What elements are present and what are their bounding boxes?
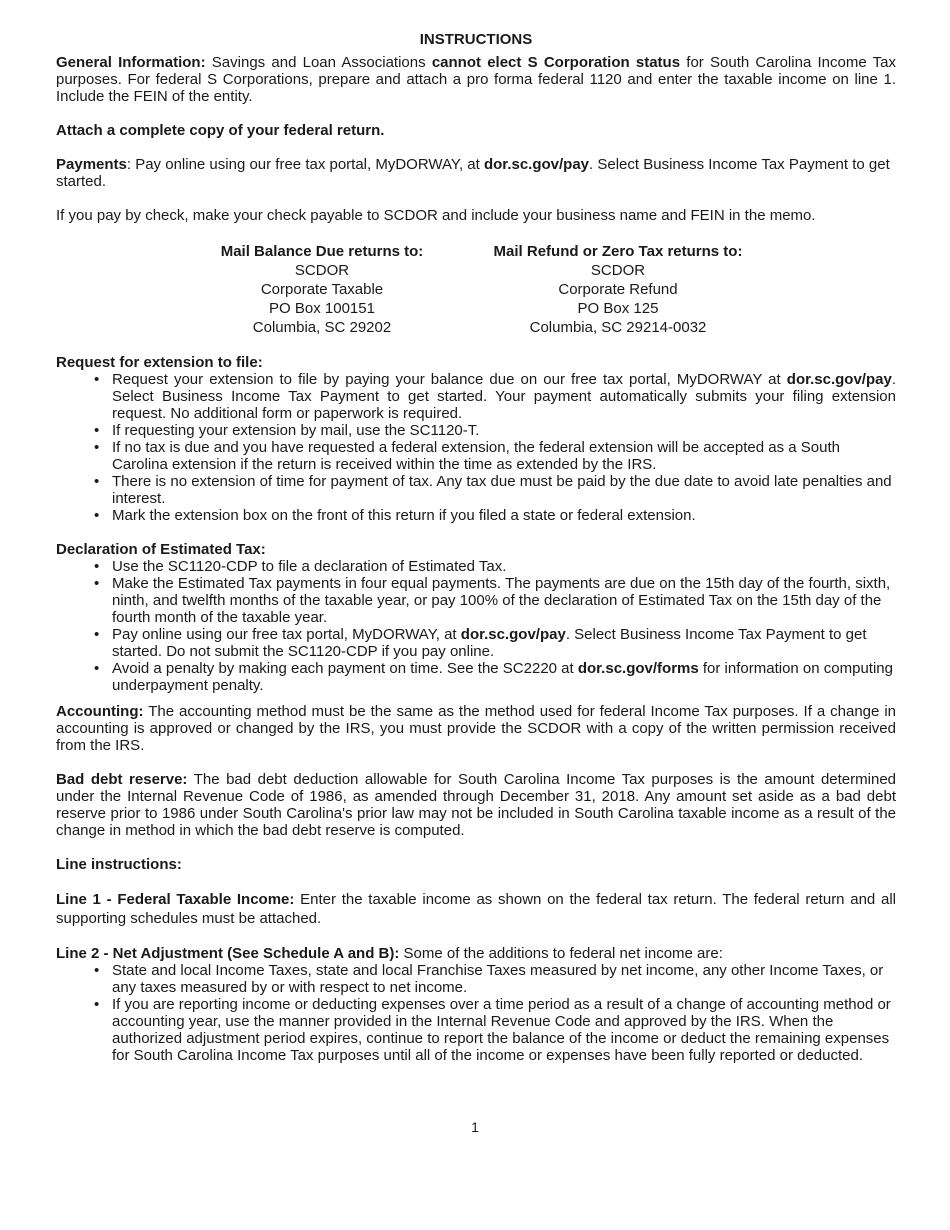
refund-heading: Mail Refund or Zero Tax returns to: xyxy=(493,243,743,260)
general-information xyxy=(56,54,896,105)
list-item: • State and local Income Taxes, state and local Franchise Taxes measured by net income, any other Income Taxes, or any taxes measured by or with respect to net income. xyxy=(112,962,896,996)
attach-return-text: Attach a complete copy of your federal return. xyxy=(56,122,385,139)
check-payment-paragraph: If you pay by check, make your check payable to SCDOR and include your business name and FEIN in the memo. xyxy=(56,207,816,224)
list-item: • There is no extension of time for payment of tax. Any tax due must be paid by the due date to avoid late penalties and interest. xyxy=(112,473,896,507)
payments-link[interactable]: dor.sc.gov/pay xyxy=(483,156,590,173)
address-line: Corporate Refund xyxy=(558,281,678,298)
line-1-paragraph xyxy=(56,890,896,928)
address-line: SCDOR xyxy=(590,262,646,279)
payments-label: Payments xyxy=(56,156,127,173)
list-item-text: for information on computing underpayment penalty. xyxy=(112,660,893,694)
line-instructions-heading xyxy=(56,856,896,873)
address-line: PO Box 125 xyxy=(577,300,659,317)
estimated-tax-list xyxy=(56,558,896,694)
balance-due-heading: Mail Balance Due returns to: xyxy=(220,243,424,260)
line-2-list xyxy=(56,962,896,1064)
list-item: • Make the Estimated Tax payments in four equal payments. The payments are due on the 15th day of the fourth, sixth, ninth, and twelfth months of the taxable year, or pay 100% of the declaration of Estimated Tax on the 15th day of the fourth month of the taxable year. xyxy=(112,575,896,626)
list-item-text: Avoid a penalty by making each payment on time. See the SC2220 at xyxy=(112,660,578,677)
line-2-text: Some of the additions to federal net income are: xyxy=(399,945,723,962)
extension-list xyxy=(56,371,896,524)
list-item-text: . Select Business Income Tax Payment to get started. Do not submit the SC1120-CDP if you pay online. xyxy=(112,626,867,660)
payments-text-1: : Pay online using our free tax portal, MyDORWAY, at xyxy=(126,156,484,173)
line-instructions-text: Line instructions: xyxy=(56,856,182,873)
forms-link[interactable]: dor.sc.gov/forms xyxy=(577,660,699,677)
attach-return-note xyxy=(56,122,896,139)
balance-due-address xyxy=(217,242,427,337)
mailing-addresses xyxy=(217,242,896,337)
line-2-label: Line 2 - Net Adjustment (See Schedule A and B): xyxy=(56,945,400,962)
refund-address xyxy=(488,242,748,337)
address-line: SCDOR xyxy=(294,262,350,279)
general-text-2: for South Carolina Income Tax purposes. For federal S Corporations, prepare and attach a pro forma federal 1120 and enter the taxable income on line 1. Include the FEIN of the entity. xyxy=(56,54,896,105)
list-item xyxy=(112,626,896,660)
extension-pay-link[interactable]: dor.sc.gov/pay xyxy=(786,371,892,388)
page-number: 1 xyxy=(471,1119,479,1135)
list-item: • Mark the extension box on the front of this return if you filed a state or federal extension. xyxy=(112,507,896,524)
accounting-text: The accounting method must be the same as the method used for federal Income Tax purposes. If a change in accounting is approved or changed by the IRS, you must provide the SCDOR with a copy of the written permission received from the IRS. xyxy=(56,703,896,754)
list-item xyxy=(112,371,896,422)
page-title: INSTRUCTIONS xyxy=(419,31,533,48)
list-item: • If you are reporting income or deducting expenses over a time period as a result of a change of accounting method or accounting year, use the manner provided in the Internal Revenue Code and approved by the IRS. When the authorized adjustment period expires, continue to report the balance of the income or deduct the remaining expenses for South Carolina Income Tax purposes until all of the income or expenses have been fully reported or deducted. xyxy=(112,996,896,1064)
line-1-text: Enter the taxable income as shown on the federal tax return. The federal return and all supporting schedules must be attached. xyxy=(56,891,897,927)
payments-paragraph xyxy=(56,156,896,190)
general-information-label: General Information: xyxy=(56,54,206,71)
estimated-pay-link[interactable]: dor.sc.gov/pay xyxy=(460,626,566,643)
accounting-paragraph xyxy=(56,703,896,754)
general-bold-text: cannot elect S Corporation status xyxy=(431,54,681,71)
list-item-text: Pay online using our free tax portal, MyDORWAY, at xyxy=(112,626,461,643)
address-line: Corporate Taxable xyxy=(260,281,384,298)
address-line: PO Box 100151 xyxy=(269,300,375,317)
address-line: Columbia, SC 29214-0032 xyxy=(529,319,707,336)
list-item: • Use the SC1120-CDP to file a declaration of Estimated Tax. xyxy=(112,558,896,575)
estimated-tax-heading: Declaration of Estimated Tax: xyxy=(56,541,266,558)
bad-debt-label: Bad debt reserve: xyxy=(56,771,188,788)
line-2-paragraph xyxy=(56,945,896,962)
list-item-text: Request your extension to file by paying your balance due on our free tax portal, MyDORWAY at xyxy=(112,371,787,388)
address-line: Columbia, SC 29202 xyxy=(252,319,392,336)
general-text-1: Savings and Loan Associations xyxy=(205,54,432,71)
list-item-text: . Select Business Income Tax Payment to get started. Your payment automatically submits your filing extension request. No additional form or paperwork is required. xyxy=(112,371,896,422)
bad-debt-text: The bad debt deduction allowable for South Carolina Income Tax purposes is the amount determined under the Internal Revenue Code of 1986, as amended through December 31, 2018. Any amount set aside as a bad debt reserve prior to 1986 under South Carolina's prior law may not be included in South Carolina taxable income as a result of the change in method in which the bad debt reserve is computed. xyxy=(56,771,896,839)
list-item xyxy=(112,660,896,694)
accounting-label: Accounting: xyxy=(56,703,144,720)
payments-text-2: . Select Business Income Tax Payment to get started. xyxy=(56,156,890,190)
instructions-page xyxy=(56,31,896,1064)
list-item: • If requesting your extension by mail, use the SC1120-T. xyxy=(112,422,896,439)
line-1-label: Line 1 - Federal Taxable Income: xyxy=(56,891,295,908)
list-item: • If no tax is due and you have requested a federal extension, the federal extension will be accepted as a South Carolina extension if the return is received within the time as extended by the IRS. xyxy=(112,439,896,473)
bad-debt-paragraph xyxy=(56,771,896,839)
extension-heading: Request for extension to file: xyxy=(56,354,263,371)
